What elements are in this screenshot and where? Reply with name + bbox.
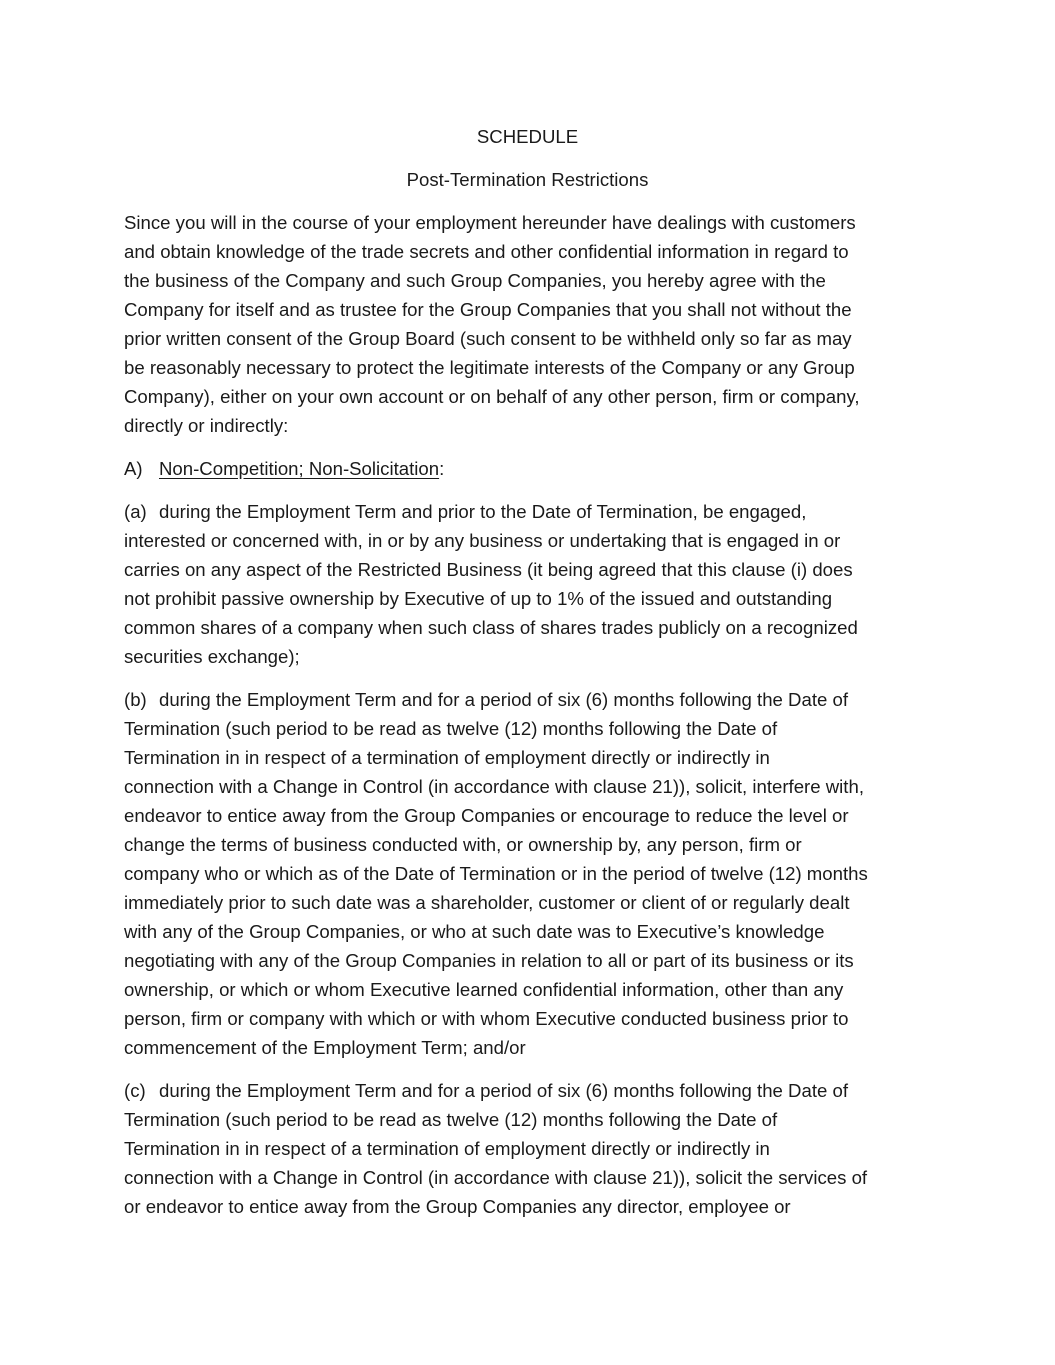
text-line: connection with a Change in Control (in accordance with clause 21)), solicit, interfere with,	[124, 776, 864, 797]
text-line: company who or which as of the Date of Termination or in the period of twelve (12) months	[124, 863, 868, 884]
schedule-subtitle: Post-Termination Restrictions	[406, 169, 649, 190]
text-line: or endeavor to entice away from the Group Companies any director, employee or	[124, 1196, 791, 1217]
text-line: the business of the Company and such Group Companies, you hereby agree with the	[124, 270, 826, 291]
text-line: carries on any aspect of the Restricted Business (it being agreed that this clause (i) does	[124, 559, 853, 580]
text-line: person, firm or company with which or with whom Executive conducted business prior to	[124, 1008, 849, 1029]
section-a-heading	[124, 454, 944, 483]
clause-text: during the Employment Term and prior to the Date of Termination, be engaged,	[159, 501, 807, 522]
text-line: not prohibit passive ownership by Executive of up to 1% of the issued and outstanding	[124, 588, 833, 609]
clauses-list	[124, 497, 944, 1221]
text-line: immediately prior to such date was a shareholder, customer or client of or regularly dealt	[124, 892, 850, 913]
text-line: negotiating with any of the Group Companies in relation to all or part of its business or its	[124, 950, 854, 971]
schedule-title: SCHEDULE	[476, 126, 579, 147]
text-line: securities exchange);	[124, 646, 300, 667]
text-line	[124, 1076, 944, 1105]
text-line: prior written consent of the Group Board (such consent to be withheld only so far as may	[124, 328, 852, 349]
text-line: connection with a Change in Control (in accordance with clause 21)), solicit the services of	[124, 1167, 868, 1188]
section-label: A)	[124, 458, 143, 479]
text-line: Since you will in the course of your employment hereunder have dealings with customers	[124, 212, 856, 233]
text-line: with any of the Group Companies, or who at such date was to Executive’s knowledge	[124, 921, 825, 942]
text-line: commencement of the Employment Term; and/or	[124, 1037, 526, 1058]
clause-a	[124, 497, 944, 671]
text-line: be reasonably necessary to protect the legitimate interests of the Company or any Group	[124, 357, 855, 378]
text-line: Termination in in respect of a termination of employment directly or indirectly in	[124, 747, 770, 768]
clause-text: during the Employment Term and for a period of six (6) months following the Date of	[159, 689, 849, 710]
text-line: Company for itself and as trustee for the Group Companies that you shall not without the	[124, 299, 852, 320]
clause-label: (a)	[124, 501, 147, 522]
text-line: change the terms of business conducted with, or ownership by, any person, firm or	[124, 834, 802, 855]
clause-label: (c)	[124, 1080, 146, 1101]
text-line	[124, 497, 944, 526]
text-line: and obtain knowledge of the trade secrets and other confidential information in regard to	[124, 241, 849, 262]
section-heading: Non-Competition; Non-Solicitation	[159, 458, 440, 479]
text-line: common shares of a company when such class of shares trades publicly on a recognized	[124, 617, 858, 638]
text-line: ownership, or which or whom Executive learned confidential information, other than any	[124, 979, 844, 1000]
section-heading-suffix: :	[439, 458, 445, 479]
clause-label: (b)	[124, 689, 147, 710]
clause-b	[124, 685, 944, 1062]
text-line: Termination (such period to be read as twelve (12) months following the Date of	[124, 718, 778, 739]
clause-c	[124, 1076, 944, 1221]
intro-paragraph	[124, 208, 944, 440]
clause-text: during the Employment Term and for a period of six (6) months following the Date of	[159, 1080, 849, 1101]
text-line	[124, 685, 944, 714]
text-line: Termination in in respect of a termination of employment directly or indirectly in	[124, 1138, 770, 1159]
text-line: endeavor to entice away from the Group Companies or encourage to reduce the level or	[124, 805, 849, 826]
text-line: Termination (such period to be read as twelve (12) months following the Date of	[124, 1109, 778, 1130]
text-line: Company), either on your own account or on behalf of any other person, firm or company,	[124, 386, 860, 407]
document-body	[124, 208, 944, 1235]
text-line: interested or concerned with, in or by any business or undertaking that is engaged in or	[124, 530, 841, 551]
text-line: directly or indirectly:	[124, 415, 289, 436]
